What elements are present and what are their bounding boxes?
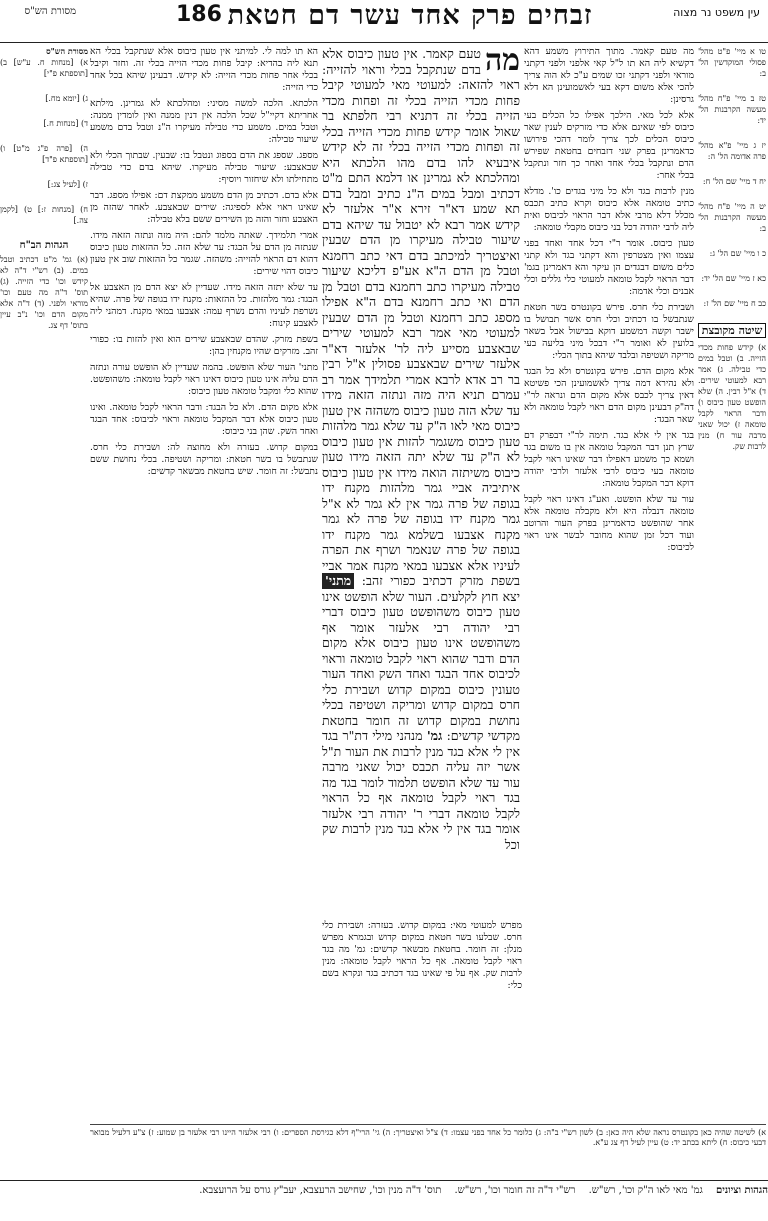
rashi-continuation: מפרש למעוטי מאי: במקום קדוש. בעזרה: ושבירת כלי חרס. שבלעו בשר חטאת במקום קדוש ובגמרא מפרש מנלן: זה חומר. בחטאת מבשאר קדשים: גמ' מה בגד ראוי לקבל טומאה. אף כל הראוי לקבל טומאה: מנין לרבות שק. אף על פי שאינו בגד דכתיב בגד ונקרא בשם כלי: [322,920,522,991]
rashi-paragraph: אלא מקום הדם. ולא כל הבגד: ודבר הראוי לקבל טומאה. ואינו טעון כיבוס אלא דבר המקבל טומאה וראוי לכיבוס: אחד הבגד ואחד השק. שהן בני כיבוס: [90,402,318,437]
left-margin-heading: מסורת הש"ס [46,46,88,56]
footer-item: גמ' מאי לאו ה"ק וכו', רש"ש. [588,1185,703,1196]
gemara-column [322,46,520,916]
footer-item: רש"י ד"ה זה חומר וכו', רש"ש. [454,1185,576,1196]
rashi-column [90,46,318,1076]
shita-mekubetzet-title: שיטה מקובצת [698,323,766,338]
haghot-habach-text: (א) גמ' מ"ט דכתיב וטבל במים. (ב) רש"י ד"ה לא קידש וכו' כדי הזייה. (ג) תוס' ד"ה מה טעם וכו' מוראי ולפני. (ד) ד"ה אלא מקום הדם וכו' נ"ב עיין בתוס' דף צג. [0,255,88,330]
tosafot-paragraph: עור עד שלא הופשט. ואע"ג דאינו ראוי לקבל טומאה דנבלה היא ולא מקבלה טומאה אלא אחר שהופשט כדאמרינן בפרק העור והרוטב ועוד דכל זמן שהוא מחובר לבשר אינו ראוי לכיבוס: [524,494,694,553]
mishnah-label: מתני' [322,573,354,589]
right-margin-column [698,46,766,1096]
ein-mishpat-note: יט ה מיי' פ"ח מהל' מעשה הקרבנות הל' ב: [698,202,766,233]
footnotes-divider [90,1124,766,1125]
left-margin-column [0,46,88,1096]
left-margin-note: ה) [פרה פ"ג מ"ט] ו) [תוספתא פ"ד] [0,144,88,164]
page-number: 186 [176,2,222,27]
ein-mishpat-note: כ ו מיי' שם הל' ג: [709,249,766,258]
rashi-paragraph: אלא בדם. דכתיב מן הדם משמע ממקצת דם: אפילו מספג. דבר שאינו ראוי אלא לספיגה: שירים שבאצבע. לאחר שהזה מן האצבע וחזר והזה מן השירים ששם בלא טבילה: [90,190,318,225]
tosafot-paragraph: מה טעם קאמר. מתוך התירוץ משמע דהא דקשיא ליה הא תו ל"ל קאי אלפני ולפני דקתני מוראי ולפני דקתני זכו שמים ע"כ לא הוה צריך להכי אלא משום דקא בעי לאשמועינן הא דלא גרסינן: [524,46,694,105]
left-margin-note: ד) [מנחות ח.] [43,119,88,128]
left-margin-note: ח) [מנחות ז:] ט) [לקמן צה.] [0,205,88,225]
tosafot-paragraph: מנין לרבות בגד ולא כל מיני בגדים כו'. מדלא כתיב טומאה אלא כיבוס וקרא כתיב תכבס מכלל דלא מרבי אלא דבר הראוי לכיבוס ואית ליה לרבי יהודה דכל בני כיבוס מקבלי טומאה: [524,186,694,233]
left-margin-note: ז) [לעיל צג:] [47,180,88,189]
rashi-paragraph: אמרי תלמידך. שאתה מלמד להם: היה מזה ונתזה הזאה מידו. שנתזה מן הדם על הבגד: עד שלא הזה. כל ההזאות טעון כיבוס דהוא דם הראוי להזייה: משהזה. שגמר כל ההזאות שוב אין טעון כיבוס דהוי שירים: [90,230,318,277]
tosafot-paragraph: ושבירת כלי חרס. פירש בקונטרס בשר חטאת שנתבשל בו דכתיב וכלי חרס אשר תבושל בו ישבר וקשה דמשמע דוקא בבישול אבל בשאר בלועין לא ואומר ר"י דבכל מיני בליעה בעי מריקה ושטיפה ובלבד שיהא בתוך הכלי: [524,302,694,361]
rashi-paragraph: מתני' העור שלא הופשט. בהמה שעדיין לא הופשט עורה ונתזה הדם עליה אינו טעון כיבוס דאינו ראוי לקבל טומאה: משהופשט. שהוא כלי ומקבל טומאה טעון כיבוס: [90,362,318,397]
tosafot-paragraph: אלא מקום הדם. פירש בקונטרס ולא כל הבגד ולא נהירא דמה צריך לאשמועינן הכי פשיטא דאין צריך לכבס אלא מקום הדם ונראה לר"י דה"ק דבעינן מקום הדם ראוי לקבל טומאה ולא שאר הבגד: [524,366,694,425]
gemara-opening-word: מה [484,46,520,78]
ein-mishpat-note: כב ח מיי' שם הל' ז: [703,299,766,308]
header-divider [0,42,768,43]
tosafot-column [524,46,694,1076]
mishnah-text: יצא חוץ לקלעים. העור שלא הופשט אינו טעון כיבוס משהופשט טעון כיבוס דברי רבי יהודה רבי אלעזר אומר אף משהופשט אינו טעון כיבוס אלא מקום הדם ודבר שהוא ראוי לקבל טומאה וראוי לכיבוס אחד הבגד ואחד השק ואחד העור טעונין כיבוס במקום קדוש ושבירת כלי חרס במקום קדוש ומריקה ושטיפה בכלי נחושת במקום קדוש זה חומר בחטאת מקדשי קדשים: [322,588,520,743]
footnotes: א) לשיטה שהיה כאן בקונטרס נראה שלא היה כאן: ב) לשון רש"י ב"ה: ג) כלומר כל אחד בפני עצמו: ד) צ"ל ואיצטריך: ה) גי' הרי"ף דלא כגירסת הספרים: ו) רבי אלעזר היינו רבי אלעזר בן שמוע: ז) צ"ע דלעיל מבואר דבעי כיבוס: ח) ליתא בכתב יד: ט) עיין לעיל דף צג ע"א. [90,1128,766,1147]
ein-mishpat-note: יז ג מיי' פ"א מהל' פרה אדומה הל' ה: [698,141,766,161]
rashi-paragraph: הא תו למה לי. למיתני אין טעון כיבוס אלא שנתקבל בכלי הא תנא ליה בהדיא: קיבל פחות מכדי הזייה בכלי זה. וחזר וקיבל בכלי אחר פחות מכדי הזייה: לא קידש. דבעינן שיהא בכל אחד כדי הזייה: [90,46,318,93]
rashi-paragraph: בשפת מזרק. שהדם שבאצבע שירים הוא ואין להזות בו: כפורי זהב. מזרקים שהיו מקנחין בהן: [90,334,318,357]
gemara-text-continued: מנהני מילי דת"ר בגד אין לי אלא בגד מנין לרבות את העור ת"ל אשר יזה עליה תכבס יכול שאני מרבה עור עד שלא הופשט תלמוד לומר בגד מה בגד ראוי לקבל טומאה אף כל הראוי לקבל טומאה דברי ר' יהודה רבי אלעזר אומר בגד אין לי אלא בגד מנין לרבות שק וכל [322,728,520,852]
ein-mishpat-note: כא ז מיי' שם הל' יד: [701,274,766,283]
rashi-paragraph: הלכתא. הלכה למשה מסיני: ומהלכתא לא גמרינן. מילתא אחריתא דקיי"ל שכל הלכה אין דנין ממנה ואין לומדין ממנה: וטבל במים. משמע כדי טבילה מעיקרו ה"נ וטבל בדם משמע שיעור טבילה: [90,98,318,145]
footer-item: תוס' ד"ה מנין וכו', שחישב הרעצבא, יעב"ץ גורס על הרועצבא. [199,1185,442,1196]
rashi-paragraph: עד שלא יתזה הזאה מידו. שעדיין לא יצא הדם מן האצבע אל הבגד: גמר מלהזות. כל ההזאות: מקנח ידו בגופה של פרה. שהיא נשרפת לעיניו והדם נשרף עמה: אצבעו במאי מקנח. דמהני ליה לאצבע קינוח: [90,282,318,329]
header-left-label: מסורת הש"ס [24,6,76,17]
rashi-paragraph: מספג. שספג את הדם בספוג ונטבל בו: שבעין. שבתוך הכלי ולא שבאצבע: שיעור טבילה מעיקרו. שיהא בדם כדי טבילה מתחילתו ולא שיחזור ויוסיף: [90,150,318,185]
header-right-label: עין משפט נר מצוה [673,6,760,19]
tosafot-paragraph: אלא לכל מאי. הילכך אפילו כל הכלים בעי כיבוס לפי שאינם אלא כדי מזרקים לענין שאר כיבוס הכלים לכך צריך לומר דהכי פירושו כדאמרינן בפרק שני דזבחים בחטאת שפירש הדם ונתקבל בכלי אחד ואחר כך חזר ונתקבל בכלי אחר: [524,110,694,181]
footer-divider [0,1180,768,1181]
haghot-habach-title: הגהות הב"ח [19,240,69,251]
page-title: זבחים פרק אחד עשר דם חטאת [227,0,593,31]
tosafot-paragraph: טעון כיבוס. אומר ר"י דכל אחד ואחד בפני עצמו ואין מצטרפין והא דקתני בגד ולא קתני כלים משום דבגדים הן עיקר והא דאמרינן בגמ' דבר הראוי לקבל טומאה למעוטי כלי גללים וכלי אבנים וכלי אדמה: [524,238,694,297]
left-margin-note: ג) [יומא מח.] [45,94,88,103]
ein-mishpat-note: טז ב מיי' פ"ח מהל' מעשה הקרבנות הל' יד: [698,94,766,125]
tosafot-paragraph: בגד אין לי אלא בגד. תימה לר"י דבפרק דם שרץ תנן דבר המקבל טומאה אין בו משום בגד ושמא כך משמע דאפילו דבר שאינו ראוי לקבל טומאה בעי כיבוס לרבי אלעזר ולרבי יהודה דוקא דבר המקבל טומאה: [524,430,694,489]
shita-mekubetzet-text: א) קידש פחות מכדי הזייה. ב) וטבל במים כדי טבילה. ג) אמר רבא למעוטי שירים. ד) א"ל רבין. ה) שלא הופשט טעון כיבוס ו) ודבר הראוי לקבל טומאה ז) יכול שאני מרבה עור ח) מנין לרבות שק. [698,343,766,451]
page-header [0,0,768,40]
page-footer [0,1184,768,1214]
left-margin-note: א) [מנחות ח. ע"ש] ב) [תוספתא פ"י] [0,58,88,78]
gemara-label: גמ' [426,728,443,743]
footer-title: הגהות וציונים [715,1185,768,1196]
ein-mishpat-note: טו א מיי' פ"ט מהל' פסולי המוקדשין הל' ב: [698,47,766,78]
ein-mishpat-note: יח ד מיי' שם הל' ח: [702,177,766,186]
gemara-text: טעם קאמר. אין טעון כיבוס אלא בדם שנתקבל בכלי וראוי להזייה: ראוי להזאה: למעוטי מאי למעוטי קיבל פחות מכדי הזייה בכלי זה ופחות מכדי הזייה בכלי זה דתניא רבי חלפתא בר שאול אומר קידש פחות מכדי הזייה בכלי זה ופחות מכדי הזייה בכלי זה לא קידש איבעיא להו בדם מהו הלכתא היא ומהלכתא לא גמרינן או דלמא התם מ"ט דכתיב ומבל במים ה"נ כתיב ומבל בדם תא שמע דא"ר זירא א"ר אלעזר לא קידש אמר רבא לא יטבול עד שיהא בדם שיעור טבילה מעיקרו מן הדם שבעין ואיצטריך למיכתב בדם דאי כתב רחמנא וטבל מן הדם ה"א אע"פ דליכא שיעור טבילה מעיקרו כתב רחמנא בדם וטבל מן הדם ואי כתב רחמנא בדם ה"א אפילו מספג כתב רחמנא וטבל מן הדם שבעין למעוטי מאי אמר רבא למעוטי שירים שבאצבע מסייע ליה לר' אלעזר דא"ר אלעזר שירים שבאצבע פסולין א"ל רבין בר רב אדא לרבא אמרי תלמידך אמר רב עמרם תניא היה מזה ונתזה הזאה מידו עד שלא הזה טעון כיבוס משהזה אין טעון כיבוס מאי לאו ה"ק עד שלא גמר מלהזות טעון כיבוס משגמר להזות אין טעון כיבוס לא ה"ק עד שלא יתה הזאה מידו טעון כיבוס משיתזה הואה מידו אין טעון כיבוס איתיביה אביי גמר מלהזות מקנח ידו בגופה של פרה גמר אין לא גמר לא א"ל גמר מקנח ידו בגופה של פרה לא גמר מקנח אצבעו בשלמא גמר מקנח ידו בגופה של פרה שנאמר ושרף את הפרה לעיניו אלא אצבעו במאי מקנח אמר אביי בשפת מזרק דכתיב כפורי זהב: [322,46,520,588]
rashi-paragraph: במקום קדוש. בעזרה ולא מחוצה לה: ושבירת כלי חרס. שנתבשל בו בשר חטאת: ומריקה ושטיפה. בכלי נחושת ששם נתבשל: זה חומר. שיש בחטאת מבשאר קדשים: [90,442,318,477]
